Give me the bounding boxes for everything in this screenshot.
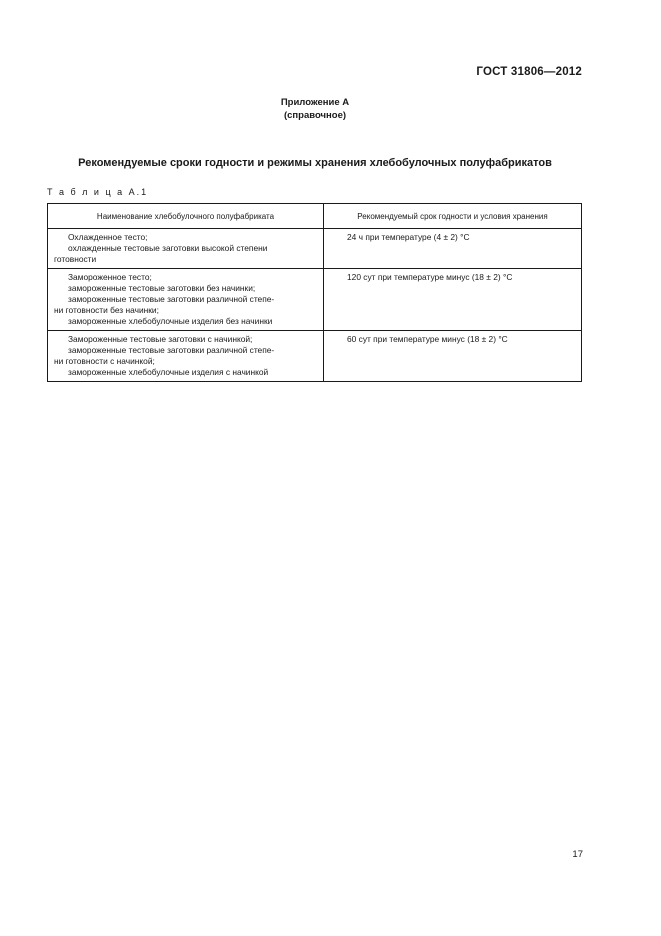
table-row bbox=[48, 229, 582, 269]
product-line: охлажденные тестовые заготовки высокой степени bbox=[68, 243, 268, 253]
storage-table bbox=[47, 203, 582, 382]
product-line: замороженные тестовые заготовки различной степе- bbox=[68, 345, 275, 355]
column-header-storage: Рекомендуемый срок годности и условия хранения bbox=[324, 204, 582, 229]
product-line: замороженные хлебобулочные изделия без начинки bbox=[68, 316, 273, 326]
storage-cell: 120 сут при температуре минус (18 ± 2) °С bbox=[324, 269, 582, 331]
product-line: замороженные тестовые заготовки без начинки; bbox=[68, 283, 256, 293]
table-header-row bbox=[48, 204, 582, 229]
appendix-heading bbox=[0, 96, 630, 122]
product-line: замороженные тестовые заготовки различной степе- bbox=[68, 294, 275, 304]
product-line: ни готовности с начинкой; bbox=[54, 356, 155, 366]
table-caption: Рекомендуемые сроки годности и режимы хранения хлебобулочных полуфабрикатов bbox=[78, 157, 552, 169]
table-row bbox=[48, 331, 582, 382]
appendix-title: Приложение А bbox=[280, 97, 350, 108]
page-number: 17 bbox=[572, 849, 583, 860]
document-code: ГОСТ 31806—2012 bbox=[476, 66, 582, 78]
product-cell bbox=[48, 331, 324, 382]
storage-cell: 60 сут при температуре минус (18 ± 2) °С bbox=[324, 331, 582, 382]
table-label: Т а б л и ц а А.1 bbox=[47, 187, 149, 197]
appendix-subtitle: (справочное) bbox=[283, 110, 347, 121]
product-line: ни готовности без начинки; bbox=[54, 305, 159, 315]
storage-cell: 24 ч при температуре (4 ± 2) °С bbox=[324, 229, 582, 269]
column-header-product: Наименование хлебобулочного полуфабриката bbox=[48, 204, 324, 229]
product-line: замороженные хлебобулочные изделия с начинкой bbox=[68, 367, 269, 377]
product-line: Охлажденное тесто; bbox=[68, 232, 148, 242]
product-cell bbox=[48, 229, 324, 269]
table-row bbox=[48, 269, 582, 331]
product-cell bbox=[48, 269, 324, 331]
product-line: Замороженные тестовые заготовки с начинкой; bbox=[68, 334, 253, 344]
product-line: Замороженное тесто; bbox=[68, 272, 152, 282]
product-line: готовности bbox=[54, 254, 97, 264]
